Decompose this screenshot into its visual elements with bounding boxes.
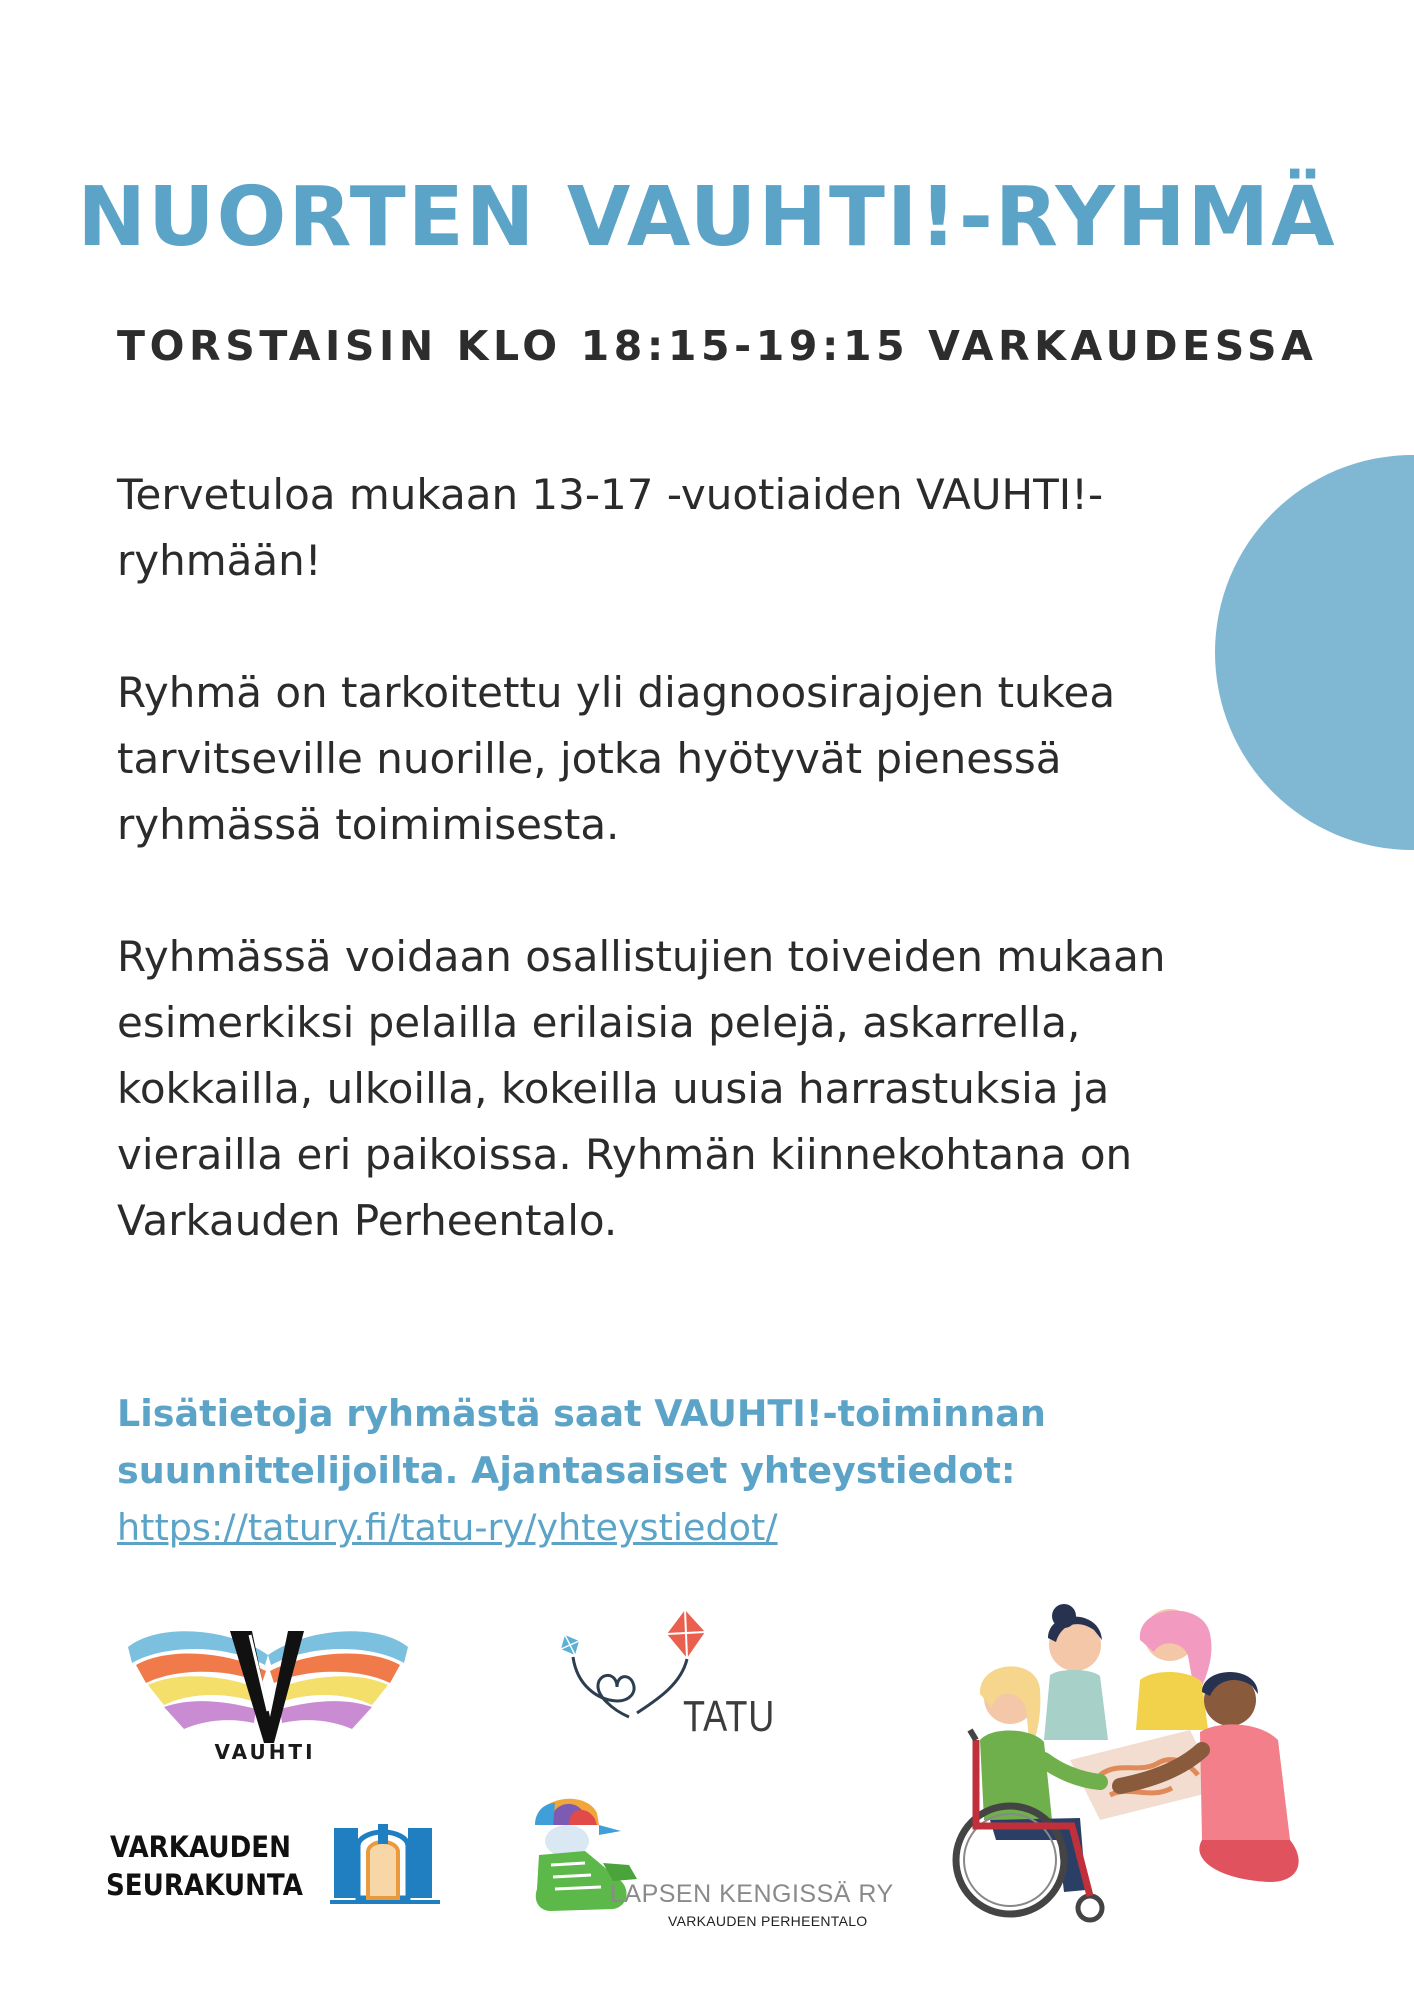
seurakunta-logo-text <box>106 1828 303 1904</box>
church-arches-icon <box>330 1818 440 1908</box>
contact-text: Lisätietoja ryhmästä saat VAUHTI!-toiminnan suunnittelijoilta. Ajantasaiset yhteystiedot: <box>117 1392 1046 1492</box>
activities-paragraph: Ryhmässä voidaan osallistujien toiveiden mukaan esimerkiksi pelailla erilaisia pelejä, askarrella, kokkailla, ulkoilla, kokeilla uusia harrastuksia ja vierailla eri paikoissa. Ryhmän kiinnekohtana on Varkauden Perheentalo. <box>117 932 1166 1245</box>
decorative-circle <box>1215 455 1414 850</box>
contact-info <box>117 1385 1267 1556</box>
lapsen-kengissa-sublabel: VARKAUDEN PERHEENTALO <box>668 1913 868 1929</box>
lapsen-kengissa-label: LAPSEN KENGISSÄ RY <box>610 1880 894 1908</box>
contact-link[interactable]: https://tatury.fi/tatu-ry/yhteystiedot/ <box>117 1506 778 1549</box>
seurakunta-line-2: SEURAKUNTA <box>106 1868 303 1902</box>
body-text <box>117 462 1197 1254</box>
page-title: NUORTEN VAUHTI!-RYHMÄ <box>77 170 1337 265</box>
target-group-paragraph: Ryhmä on tarkoitettu yli diagnoosirajojen tukea tarvitseville nuorille, jotka hyötyvät pienessä ryhmässä toimimisesta. <box>117 668 1116 849</box>
intro-paragraph: Tervetuloa mukaan 13-17 -vuotiaiden VAUHTI!-ryhmään! <box>117 470 1104 585</box>
schedule-subtitle: TORSTAISIN KLO 18:15-19:15 VARKAUDESSA <box>117 322 1318 370</box>
seurakunta-line-1: VARKAUDEN <box>110 1830 291 1864</box>
youth-group-board-game-illustration <box>940 1590 1340 1930</box>
tatu-logo-label: TATU <box>683 1692 776 1741</box>
vauhti-logo-label: VAUHTI <box>214 1740 316 1764</box>
